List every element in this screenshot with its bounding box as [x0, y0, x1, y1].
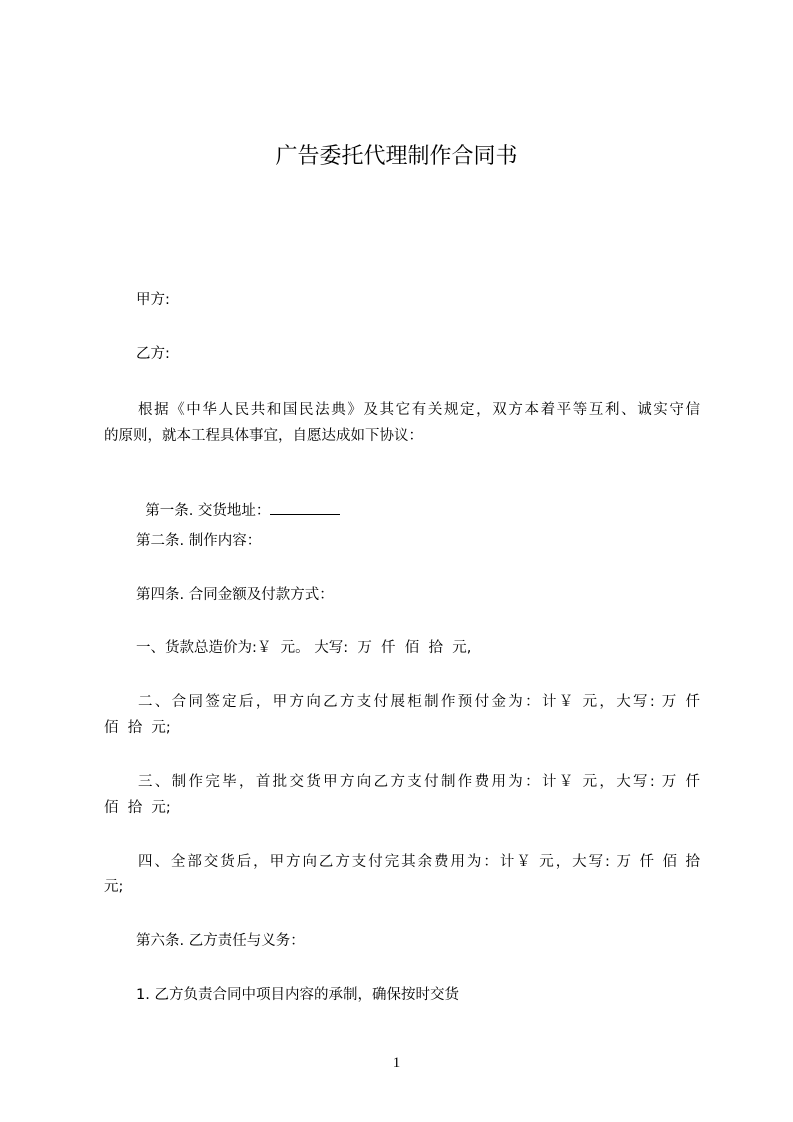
address-blank-line [270, 501, 340, 515]
payment-item-2-line-1: 二、合同签定后，甲方向乙方支付展柜制作预付金为：计￥ 元，大写: 万 仟 [138, 694, 700, 710]
document-title: 广告委托代理制作合同书 [275, 144, 518, 169]
payment-item-4-line-1: 四、全部交货后，甲方向乙方支付完其余费用为：计￥ 元，大写: 万 仟 佰 拾 [138, 854, 700, 870]
preamble-line-1: 根据《中华人民共和国民法典》及其它有关规定，双方本着平等互利、诚实守信 [138, 402, 700, 418]
article-4: 第四条. 合同金额及付款方式： [136, 587, 334, 603]
preamble-line-2: 的原则，就本工程具体事宜，自愿达成如下协议： [104, 428, 423, 444]
payment-item-4-line-2: 元; [104, 879, 124, 895]
party-a-label: 甲方: [136, 292, 170, 308]
payment-item-3-line-2: 佰 拾 元; [104, 800, 171, 816]
payment-item-3-line-1: 三、制作完毕，首批交货甲方向乙方支付制作费用为：计￥ 元，大写: 万 仟 [138, 774, 700, 790]
party-b-label: 乙方: [136, 346, 170, 362]
article-2: 第二条. 制作内容： [136, 533, 262, 549]
article-6: 第六条. 乙方责任与义务： [136, 933, 305, 949]
payment-item-1: 一、货款总造价为:￥ 元。 大写: 万 仟 佰 拾 元, [136, 640, 472, 656]
article-1-label: 第一条. 交货地址： [145, 503, 271, 519]
duty-item-1: 1. 乙方负责合同中项目内容的承制，确保按时交货 [136, 987, 459, 1003]
page-number: 1 [392, 1055, 401, 1071]
payment-item-2-line-2: 佰 拾 元; [104, 720, 171, 736]
article-1 [136, 481, 340, 521]
